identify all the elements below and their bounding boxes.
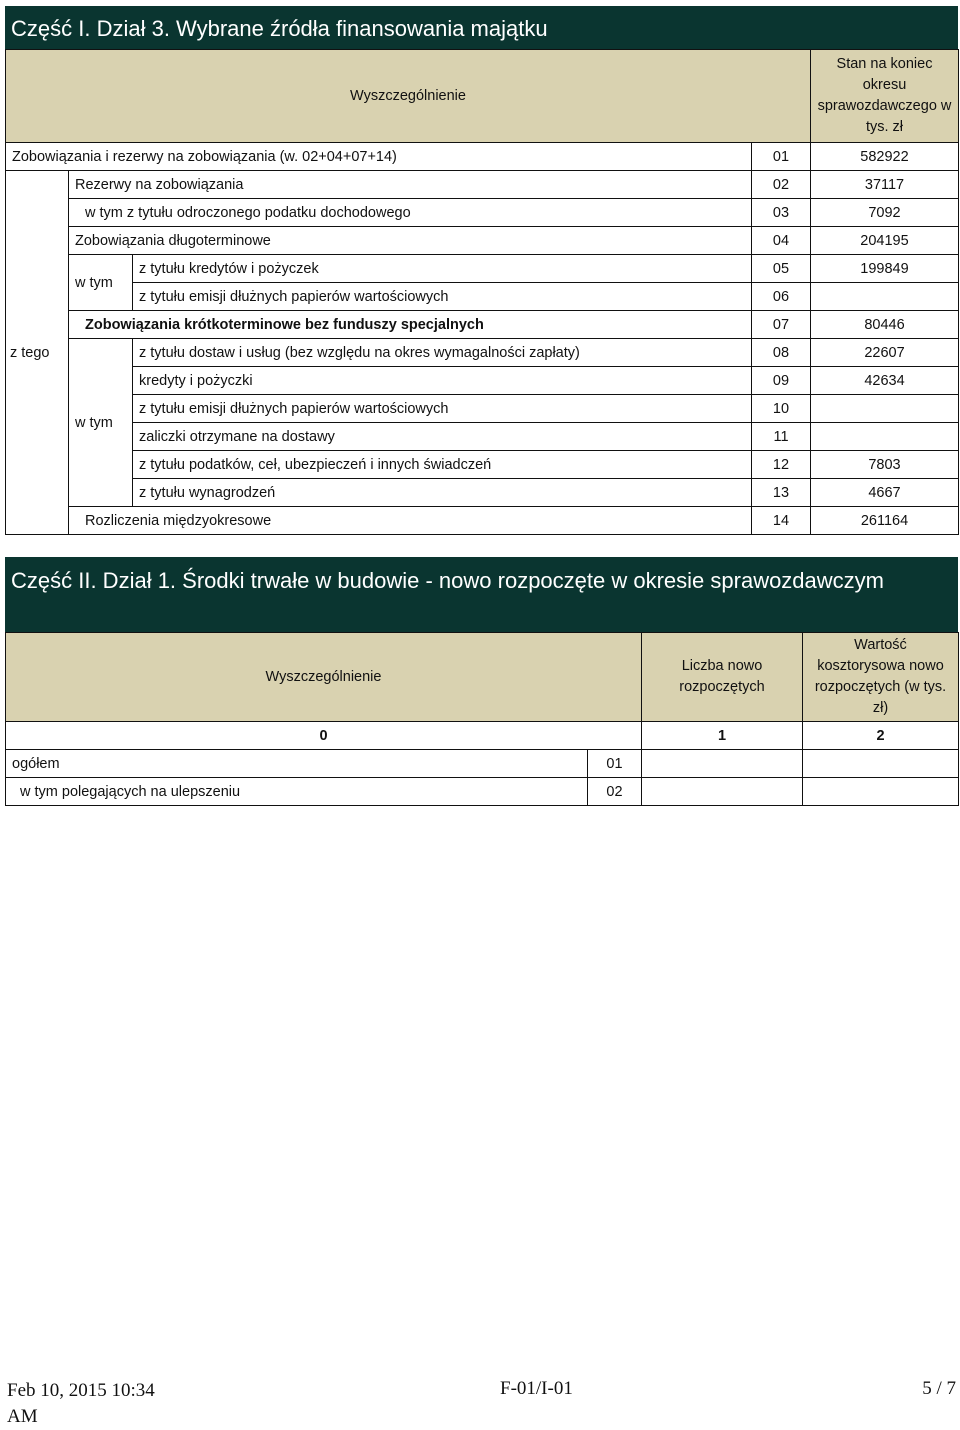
row-label: Rezerwy na zobowiązania — [69, 171, 752, 199]
row-code: 05 — [752, 255, 811, 283]
row-value: 199849 — [811, 255, 959, 283]
header-specification: Wyszczególnienie — [6, 633, 642, 722]
row-value: 42634 — [811, 367, 959, 395]
row-label: kredyty i pożyczki — [133, 367, 752, 395]
footer-page-number: 5 / 7 — [922, 1378, 956, 1399]
table-row — [6, 423, 959, 451]
table-row — [6, 311, 959, 339]
sources-of-financing-table — [5, 49, 959, 535]
table-row — [6, 143, 959, 171]
column-number: 2 — [803, 722, 959, 750]
column-number-row — [6, 722, 959, 750]
table-row — [6, 395, 959, 423]
table-row — [6, 451, 959, 479]
row-code: 11 — [752, 423, 811, 451]
row-value — [803, 778, 959, 806]
row-label: z tytułu wynagrodzeń — [133, 479, 752, 507]
row-code: 02 — [588, 778, 642, 806]
section-2-title: Część II. Dział 1. Środki trwałe w budowie - nowo rozpoczęte w okresie sprawozdawczym — [5, 557, 958, 632]
row-code: 03 — [752, 199, 811, 227]
row-label: w tym z tytułu odroczonego podatku dochodowego — [69, 199, 752, 227]
table-row — [6, 227, 959, 255]
row-value: 582922 — [811, 143, 959, 171]
row-label: Zobowiązania i rezerwy na zobowiązania (w. 02+04+07+14) — [6, 143, 752, 171]
row-code: 10 — [752, 395, 811, 423]
row-value: 7803 — [811, 451, 959, 479]
row-count — [642, 750, 803, 778]
row-value: 261164 — [811, 507, 959, 535]
row-label: Zobowiązania krótkoterminowe bez funduszy specjalnych — [69, 311, 752, 339]
column-number: 1 — [642, 722, 803, 750]
row-code: 01 — [752, 143, 811, 171]
row-code: 02 — [752, 171, 811, 199]
table-row — [6, 479, 959, 507]
row-code: 01 — [588, 750, 642, 778]
row-label: Rozliczenia międzyokresowe — [69, 507, 752, 535]
row-label: zaliczki otrzymane na dostawy — [133, 423, 752, 451]
page-footer — [7, 1376, 958, 1427]
footer-form-id: F-01/I-01 — [500, 1378, 573, 1399]
row-label: z tytułu podatków, ceł, ubezpieczeń i innych świadczeń — [133, 451, 752, 479]
row-label: z tytułu emisji dłużnych papierów wartościowych — [133, 395, 752, 423]
table-row — [6, 171, 959, 199]
table-row — [6, 750, 959, 778]
section-1-title: Część I. Dział 3. Wybrane źródła finansowania majątku — [5, 6, 958, 49]
w-tym-label: w tym — [69, 339, 133, 507]
w-tym-label: w tym — [69, 255, 133, 311]
row-label: z tytułu emisji dłużnych papierów wartościowych — [133, 283, 752, 311]
table-row — [6, 255, 959, 283]
row-value: 80446 — [811, 311, 959, 339]
row-code: 14 — [752, 507, 811, 535]
table-row — [6, 778, 959, 806]
row-code: 06 — [752, 283, 811, 311]
header-specification: Wyszczególnienie — [6, 50, 811, 143]
footer-datetime: Feb 10, 2015 10:34 AM — [7, 1380, 155, 1427]
header-value: Stan na koniec okresu sprawozdawczego w tys. zł — [811, 50, 959, 143]
table-row — [6, 283, 959, 311]
row-value: 7092 — [811, 199, 959, 227]
row-value — [811, 395, 959, 423]
row-value — [811, 423, 959, 451]
row-value: 204195 — [811, 227, 959, 255]
row-code: 08 — [752, 339, 811, 367]
fixed-assets-under-construction-table — [5, 632, 959, 806]
row-code: 12 — [752, 451, 811, 479]
row-value — [811, 283, 959, 311]
table-row — [6, 199, 959, 227]
row-label: z tytułu dostaw i usług (bez względu na okres wymagalności zapłaty) — [133, 339, 752, 367]
z-tego-label: z tego — [6, 171, 69, 535]
table-header-row — [6, 633, 959, 722]
header-count: Liczba nowo rozpoczętych — [642, 633, 803, 722]
row-value: 4667 — [811, 479, 959, 507]
header-value: Wartość kosztorysowa nowo rozpoczętych (w tys. zł) — [803, 633, 959, 722]
row-label: ogółem — [6, 750, 588, 778]
row-code: 13 — [752, 479, 811, 507]
row-code: 09 — [752, 367, 811, 395]
table-row — [6, 339, 959, 367]
column-number: 0 — [6, 722, 642, 750]
row-value — [803, 750, 959, 778]
table-row — [6, 367, 959, 395]
table-row — [6, 507, 959, 535]
row-label: Zobowiązania długoterminowe — [69, 227, 752, 255]
row-label: w tym polegających na ulepszeniu — [6, 778, 588, 806]
row-code: 04 — [752, 227, 811, 255]
row-value: 22607 — [811, 339, 959, 367]
row-label: z tytułu kredytów i pożyczek — [133, 255, 752, 283]
row-code: 07 — [752, 311, 811, 339]
table-header-row — [6, 50, 959, 143]
row-value: 37117 — [811, 171, 959, 199]
row-count — [642, 778, 803, 806]
